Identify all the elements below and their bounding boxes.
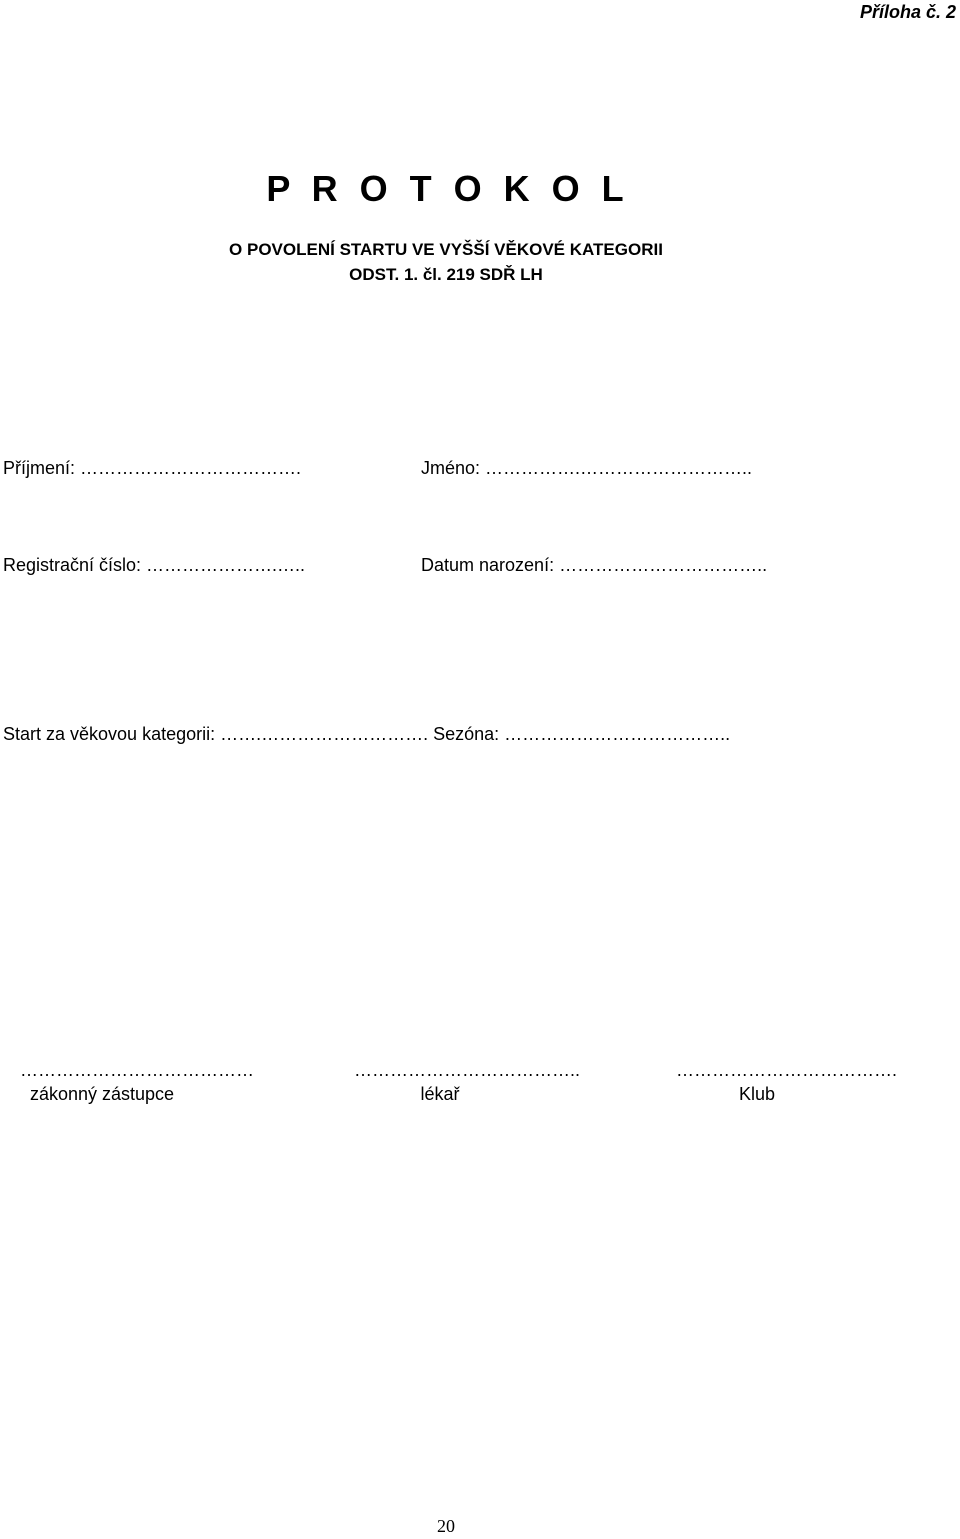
page-title: P R O T O K O L [266,168,630,209]
page-number: 20 [437,1516,455,1536]
registration-number-field: Registrační číslo: ………………….….. [3,555,306,575]
annex-label: Příloha č. 2 [859,2,956,22]
first-name-field: Jméno: …………….……………………….. [421,458,753,478]
subtitle-line-1: O POVOLENÍ STARTU VE VYŠŠÍ VĚKOVÉ KATEGORII [229,240,663,259]
age-category-season-field: Start za věkovou kategorii: …….………………………. Sezóna: ……………………………….. [3,724,731,744]
surname-field: Příjmení: ………………………………. [3,458,302,478]
doctor-signature-line: ……………………………….. [354,1060,581,1080]
guardian-signature-label: zákonný zástupce [29,1084,175,1104]
club-signature-line: ………………………………. [676,1060,898,1080]
doctor-signature-label: lékař [420,1084,460,1104]
guardian-signature-line: ………………………………… [20,1060,254,1080]
club-signature-label: Klub [738,1084,776,1104]
birth-date-field: Datum narození: …………………………….. [421,555,768,575]
subtitle-line-2: ODST. 1. čl. 219 SDŘ LH [349,265,543,284]
